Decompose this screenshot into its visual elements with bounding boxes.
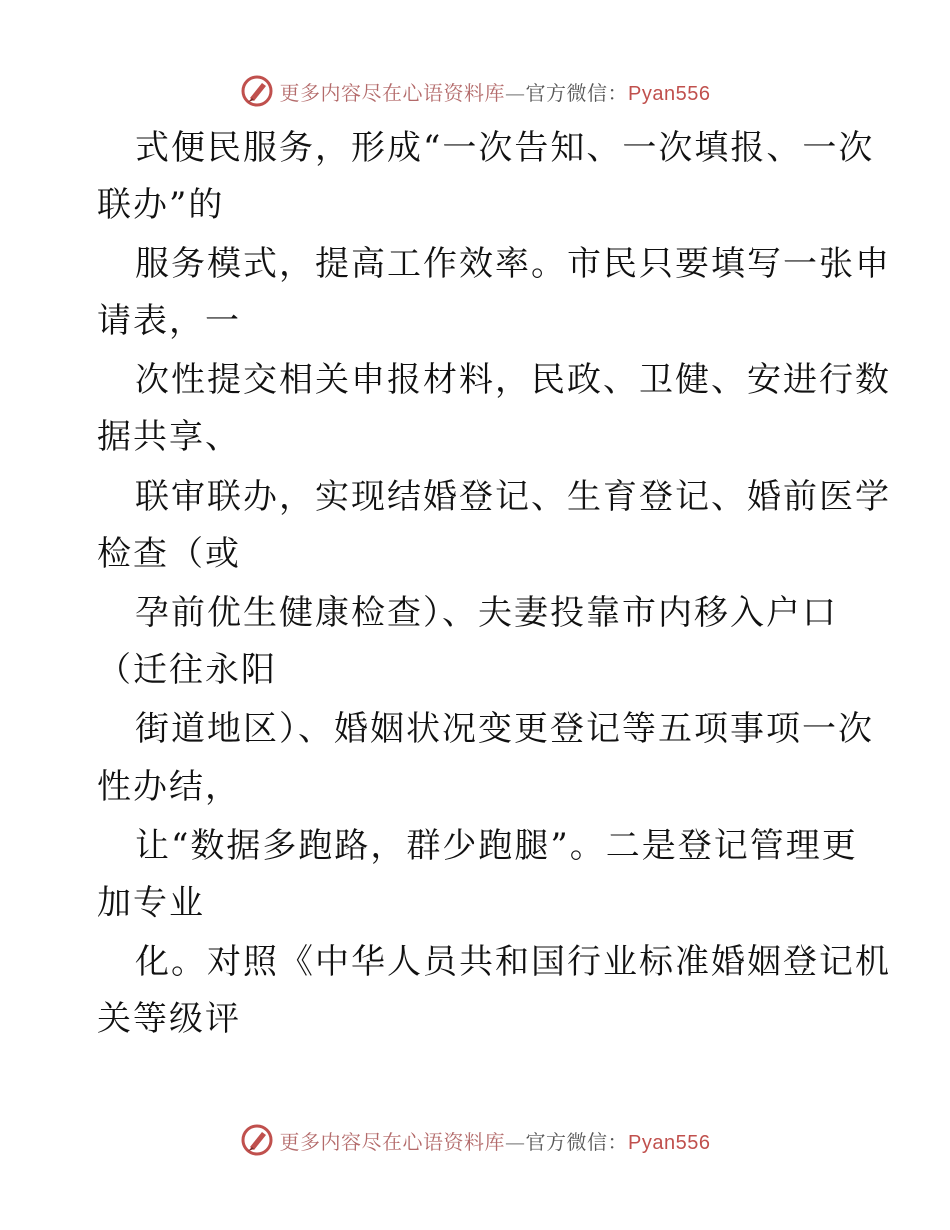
- paragraph-8-line-2: 关等级评: [97, 999, 241, 1039]
- paragraph-2-line-2: 请表，一: [97, 301, 241, 341]
- paragraph-2-line-1: 服务模式，提高工作效率。市民只要填写一张申: [135, 244, 891, 284]
- paragraph-5-line-1: 孕前优生健康检查）、夫妻投靠市内移入户口: [135, 593, 838, 633]
- paragraph-1-line-1: 式便民服务，形成“一次告知、一次填报、一次: [135, 128, 875, 168]
- pen-logo-icon: [240, 1123, 274, 1157]
- paragraph-6-line-2: 性办结，: [97, 767, 241, 807]
- paragraph-7-line-2: 加专业: [97, 883, 205, 923]
- paragraph-6-line-1: 街道地区）、婚姻状况变更登记等五项事项一次: [135, 709, 874, 749]
- watermark-text: 更多内容尽在心语资料库—官方微信：Pyan556: [279, 80, 711, 105]
- paragraph-8-line-1: 化。对照《中华人员共和国行业标准婚姻登记机: [135, 942, 891, 982]
- header-watermark: [0, 71, 950, 111]
- paragraph-5-line-2: （迁往永阳: [97, 650, 277, 690]
- paragraph-3-line-1: 次性提交相关申报材料，民政、卫健、安进行数: [135, 360, 891, 400]
- footer-watermark: [0, 1120, 950, 1160]
- paragraph-1-line-2: 联办”的: [97, 185, 225, 225]
- pen-logo-icon: [240, 74, 274, 108]
- paragraph-7-line-1: 让“数据多跑路，群少跑腿”。二是登记管理更: [135, 826, 858, 866]
- watermark-text: 更多内容尽在心语资料库—官方微信：Pyan556: [279, 1129, 711, 1154]
- paragraph-4-line-1: 联审联办，实现结婚登记、生育登记、婚前医学: [135, 477, 891, 517]
- paragraph-4-line-2: 检查（或: [97, 534, 241, 574]
- paragraph-3-line-2: 据共享、: [97, 417, 241, 457]
